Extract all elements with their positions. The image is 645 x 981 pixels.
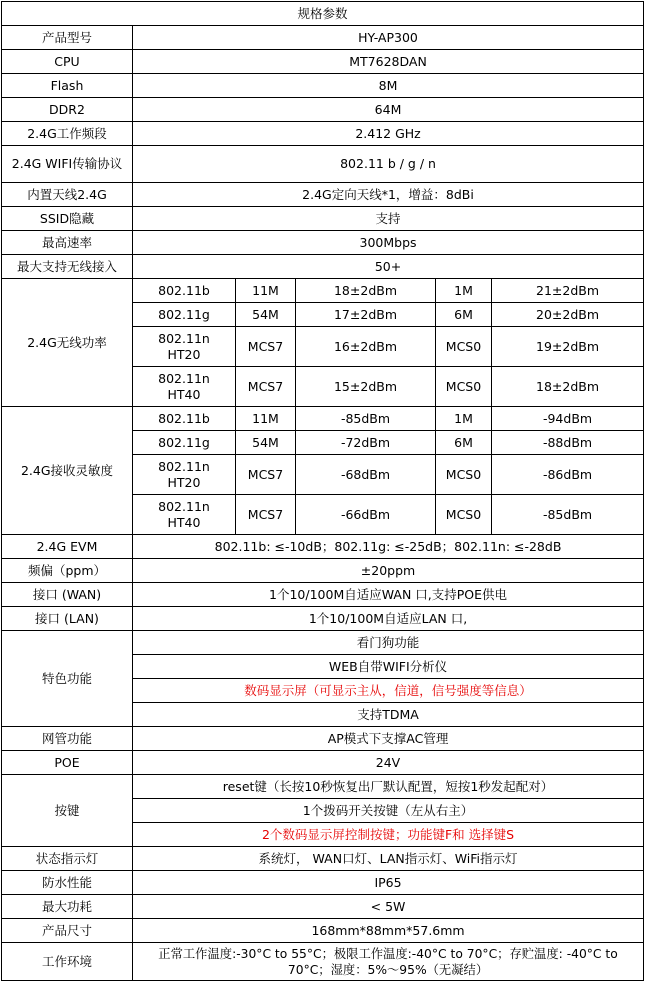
mode-cell: 802.11b — [133, 407, 236, 431]
row-label: 内置天线2.4G — [2, 183, 133, 207]
row-value: 300Mbps — [133, 231, 644, 255]
table-row — [2, 583, 644, 607]
power-value: 20±2dBm — [492, 303, 644, 327]
row-value: HY-AP300 — [133, 26, 644, 50]
row-value: 802.11b: ≤-10dB；802.11g: ≤-25dB；802.11n: ≤-28dB — [133, 535, 644, 559]
rate-cell: 11M — [236, 279, 296, 303]
row-value: 2.4G定向天线*1，增益：8dBi — [133, 183, 644, 207]
mode-line: 802.11n — [158, 458, 210, 474]
table-row — [2, 751, 644, 775]
power-section-label: 2.4G无线功率 — [2, 279, 133, 407]
table-row — [2, 183, 644, 207]
row-value: 1个10/100M自适应WAN 口,支持POE供电 — [133, 583, 644, 607]
row-label: 2.4G工作频段 — [2, 122, 133, 146]
mode-cell: 802.11g — [133, 431, 236, 455]
rate-cell: 1M — [436, 279, 492, 303]
sensitivity-value: -86dBm — [492, 455, 644, 495]
table-row — [2, 607, 644, 631]
sensitivity-row — [2, 407, 644, 431]
rate-cell: 1M — [436, 407, 492, 431]
rate-cell: MCS0 — [436, 327, 492, 367]
rate-cell: 11M — [236, 407, 296, 431]
mode-cell: 802.11b — [133, 279, 236, 303]
feature-item: 看门狗功能 — [133, 631, 644, 655]
buttons-label: 按键 — [2, 775, 133, 847]
button-item: 1个拨码开关按键（左从右主） — [133, 799, 644, 823]
rate-cell: MCS7 — [236, 327, 296, 367]
row-label: Flash — [2, 74, 133, 98]
row-value: IP65 — [133, 871, 644, 895]
row-label: 最高速率 — [2, 231, 133, 255]
sensitivity-value: -94dBm — [492, 407, 644, 431]
table-row — [2, 50, 644, 74]
rate-cell: 54M — [236, 431, 296, 455]
rate-cell: MCS0 — [436, 367, 492, 407]
table-row — [2, 255, 644, 279]
sensitivity-value: -88dBm — [492, 431, 644, 455]
row-label: 接口 (LAN) — [2, 607, 133, 631]
power-value: 21±2dBm — [492, 279, 644, 303]
feature-item: 支持TDMA — [133, 703, 644, 727]
row-label: 产品尺寸 — [2, 919, 133, 943]
row-value: ±20ppm — [133, 559, 644, 583]
sensitivity-section-label: 2.4G接收灵敏度 — [2, 407, 133, 535]
row-value: < 5W — [133, 895, 644, 919]
row-label: 产品型号 — [2, 26, 133, 50]
row-value: 正常工作温度:-30°C to 55°C；极限工作温度:-40°C to 70°C；存贮温度: -40°C to 70°C；湿度：5%～95%（无凝结） — [133, 943, 644, 981]
rate-cell: 6M — [436, 431, 492, 455]
row-value: 支持 — [133, 207, 644, 231]
feature-item-highlight: 数码显示屏（可显示主从，信道，信号强度等信息） — [133, 679, 644, 703]
mode-line: HT20 — [167, 474, 201, 490]
table-row — [2, 559, 644, 583]
rate-cell: MCS7 — [236, 495, 296, 535]
row-label: 接口 (WAN) — [2, 583, 133, 607]
rate-cell: 6M — [436, 303, 492, 327]
row-value: 系统灯， WAN口灯、LAN指示灯、WiFi指示灯 — [133, 847, 644, 871]
row-label: 最大功耗 — [2, 895, 133, 919]
power-value: 15±2dBm — [296, 367, 436, 407]
row-label: 2.4G EVM — [2, 535, 133, 559]
mode-cell — [133, 495, 236, 535]
table-row — [2, 146, 644, 183]
rate-cell: MCS0 — [436, 495, 492, 535]
power-value: 19±2dBm — [492, 327, 644, 367]
row-value: 2.412 GHz — [133, 122, 644, 146]
mode-line: HT40 — [167, 386, 201, 402]
row-label: 防水性能 — [2, 871, 133, 895]
button-item: reset键（长按10秒恢复出厂默认配置，短按1秒发起配对） — [133, 775, 644, 799]
button-item-highlight: 2个数码显示屏控制按键；功能键F和 选择键S — [133, 823, 644, 847]
table-row — [2, 74, 644, 98]
rate-cell: MCS0 — [436, 455, 492, 495]
mode-cell — [133, 455, 236, 495]
row-label: DDR2 — [2, 98, 133, 122]
row-label: 最大支持无线接入 — [2, 255, 133, 279]
table-row — [2, 26, 644, 50]
button-row — [2, 775, 644, 799]
row-value: 1个10/100M自适应LAN 口, — [133, 607, 644, 631]
row-label: 状态指示灯 — [2, 847, 133, 871]
rate-cell: MCS7 — [236, 367, 296, 407]
row-label: POE — [2, 751, 133, 775]
row-value: 64M — [133, 98, 644, 122]
spec-table — [1, 1, 644, 981]
power-value: 16±2dBm — [296, 327, 436, 367]
power-value: 18±2dBm — [296, 279, 436, 303]
mode-cell: 802.11g — [133, 303, 236, 327]
sensitivity-value: -85dBm — [492, 495, 644, 535]
mode-line: HT20 — [167, 346, 201, 362]
mode-line: HT40 — [167, 514, 201, 530]
table-row — [2, 535, 644, 559]
row-label: CPU — [2, 50, 133, 74]
row-label: 工作环境 — [2, 943, 133, 981]
sensitivity-value: -85dBm — [296, 407, 436, 431]
table-row — [2, 727, 644, 751]
mode-line: 802.11n — [158, 330, 210, 346]
rate-cell: 54M — [236, 303, 296, 327]
row-value: 802.11 b / g / n — [133, 146, 644, 183]
row-value: MT7628DAN — [133, 50, 644, 74]
table-title: 规格参数 — [2, 2, 644, 26]
table-row — [2, 847, 644, 871]
row-label: SSID隐藏 — [2, 207, 133, 231]
power-value: 17±2dBm — [296, 303, 436, 327]
rate-cell: MCS7 — [236, 455, 296, 495]
row-value: 24V — [133, 751, 644, 775]
table-row — [2, 207, 644, 231]
mode-cell — [133, 367, 236, 407]
sensitivity-value: -66dBm — [296, 495, 436, 535]
table-row — [2, 98, 644, 122]
row-value: 8M — [133, 74, 644, 98]
features-label: 特色功能 — [2, 631, 133, 727]
table-row — [2, 919, 644, 943]
row-value: AP模式下支撑AC管理 — [133, 727, 644, 751]
table-row — [2, 871, 644, 895]
row-label: 频偏（ppm） — [2, 559, 133, 583]
power-value: 18±2dBm — [492, 367, 644, 407]
row-label: 2.4G WIFI传输协议 — [2, 146, 133, 183]
sensitivity-value: -72dBm — [296, 431, 436, 455]
sensitivity-value: -68dBm — [296, 455, 436, 495]
mode-line: 802.11n — [158, 498, 210, 514]
table-row — [2, 231, 644, 255]
table-row — [2, 943, 644, 981]
mode-cell — [133, 327, 236, 367]
table-title-row — [2, 2, 644, 26]
power-row — [2, 279, 644, 303]
table-row — [2, 895, 644, 919]
row-value: 168mm*88mm*57.6mm — [133, 919, 644, 943]
mode-line: 802.11n — [158, 370, 210, 386]
row-value: 50+ — [133, 255, 644, 279]
feature-item: WEB自带WIFI分析仪 — [133, 655, 644, 679]
feature-row — [2, 631, 644, 655]
row-label: 网管功能 — [2, 727, 133, 751]
table-row — [2, 122, 644, 146]
